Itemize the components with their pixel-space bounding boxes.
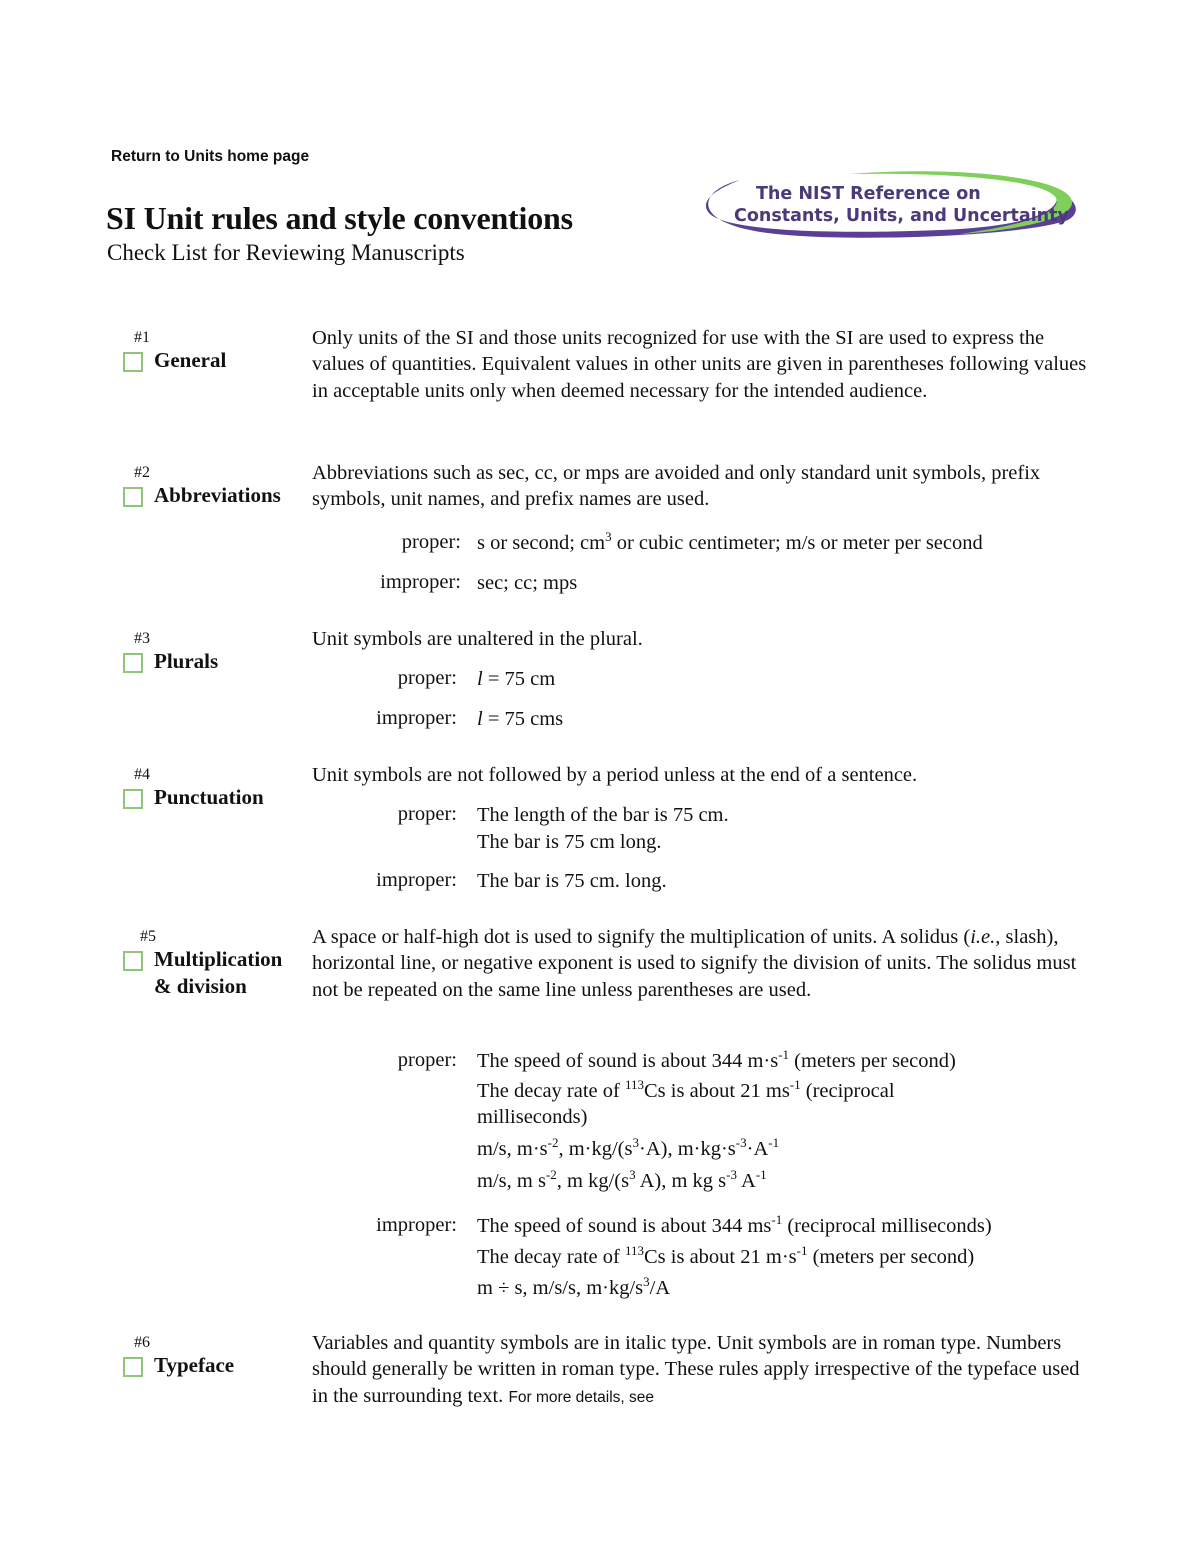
- page-title: SI Unit rules and style conventions: [106, 200, 573, 236]
- checkbox[interactable]: [123, 487, 143, 507]
- item-label: Plurals: [154, 649, 219, 673]
- item-label: & division: [154, 974, 247, 998]
- proper-example: l = 75 cm: [477, 668, 556, 690]
- proper-label: proper:: [397, 1049, 457, 1071]
- improper-example: The speed of sound is about 344 $ms^{-1}$ (reciprocal milliseconds): [477, 1212, 992, 1237]
- item-label: General: [154, 348, 227, 372]
- item-number: #5: [140, 928, 156, 945]
- improper-label: improper:: [376, 1214, 457, 1236]
- item-description: Only units of the SI and those units recognized for use with the SI are used to express the values of quantities. Equivalent values in other units are given in parentheses following values in acceptable units only when deemed necessary for the intended audience.: [312, 327, 1087, 402]
- proper-example: The decay rate of $^{113}$Cs is about 21 $ms^{-1}$ (reciprocal milliseconds): [477, 1077, 895, 1129]
- checkbox[interactable]: [123, 352, 143, 372]
- logo-line-1: The NIST Reference on: [756, 184, 981, 204]
- item-description: Unit symbols are unaltered in the plural.: [312, 628, 643, 650]
- proper-example: The speed of sound is about 344 $m\cdot s^{-1}$ (meters per second): [477, 1047, 956, 1072]
- proper-example: The length of the bar is 75 cm.: [477, 804, 729, 826]
- checkbox[interactable]: [123, 1357, 143, 1377]
- checkbox[interactable]: [123, 653, 143, 673]
- more-details-link[interactable]: For more details, see: [508, 1388, 655, 1406]
- item-label: Multiplication: [154, 947, 283, 971]
- proper-label: proper:: [397, 803, 457, 825]
- improper-label: improper:: [376, 707, 457, 729]
- proper-example: The bar is 75 cm long.: [477, 831, 662, 853]
- improper-label: improper:: [380, 571, 461, 593]
- logo-line-2: Constants, Units, and Uncertainty: [734, 206, 1069, 226]
- item-label: Punctuation: [154, 785, 264, 809]
- return-home-link[interactable]: Return to Units home page: [111, 148, 310, 165]
- improper-example: The bar is 75 cm. long.: [477, 870, 667, 892]
- item-number: #3: [134, 630, 150, 647]
- checkbox[interactable]: [123, 789, 143, 809]
- page-subtitle: Check List for Reviewing Manuscripts: [107, 240, 465, 265]
- improper-example: sec; cc; mps: [477, 572, 578, 594]
- nist-reference-logo: [690, 168, 1080, 250]
- item-number: #4: [134, 766, 150, 783]
- item-label: Typeface: [154, 1353, 235, 1377]
- improper-label: improper:: [376, 869, 457, 891]
- proper-label: proper:: [401, 531, 461, 553]
- item-description: Variables and quantity symbols are in italic type. Unit symbols are in roman type. Numbers should generally be written in roman type. These rules apply irrespective of the typeface used in the surrounding text. For more details, see: [312, 1332, 1080, 1407]
- item-label: Abbreviations: [154, 483, 281, 507]
- improper-example: m ÷ s, m/s/s, $m\cdot kg/s^3/A$: [477, 1274, 671, 1299]
- checkbox[interactable]: [123, 951, 143, 971]
- item-number: #2: [134, 464, 150, 481]
- proper-example: m/s, m $s^{-2}$, m $kg/(s^3$ A), m kg $s^{-3}$ $A^{-1}$: [477, 1167, 767, 1192]
- item-number: #6: [134, 1334, 150, 1351]
- item-description: A space or half-high dot is used to signify the multiplication of units. A solidus (i.e., slash), horizontal line, or negative exponent is used to signify the division of units. The solidus must not be repeated on the same line unless parentheses are used.: [312, 926, 1077, 1001]
- item-description: Abbreviations such as sec, cc, or mps are avoided and only standard unit symbols, prefix symbols, unit names, and prefix names are used.: [312, 462, 1041, 511]
- improper-example: The decay rate of $^{113}$Cs is about 21 $m\cdot s^{-1}$ (meters per second): [477, 1243, 975, 1268]
- item-number: #1: [134, 329, 150, 346]
- improper-example: l = 75 cms: [477, 708, 564, 730]
- proper-label: proper:: [397, 667, 457, 689]
- proper-example: m/s, $m\cdot s^{-2}$, $m\cdot kg/(s^3\cdot A)$, $m\cdot kg\cdot s^{-3}\cdot A^{-1}$: [477, 1135, 780, 1160]
- item-description: Unit symbols are not followed by a period unless at the end of a sentence.: [312, 764, 918, 786]
- proper-example: s or second; $cm^3$ or cubic centimeter; m/s or meter per second: [477, 529, 983, 554]
